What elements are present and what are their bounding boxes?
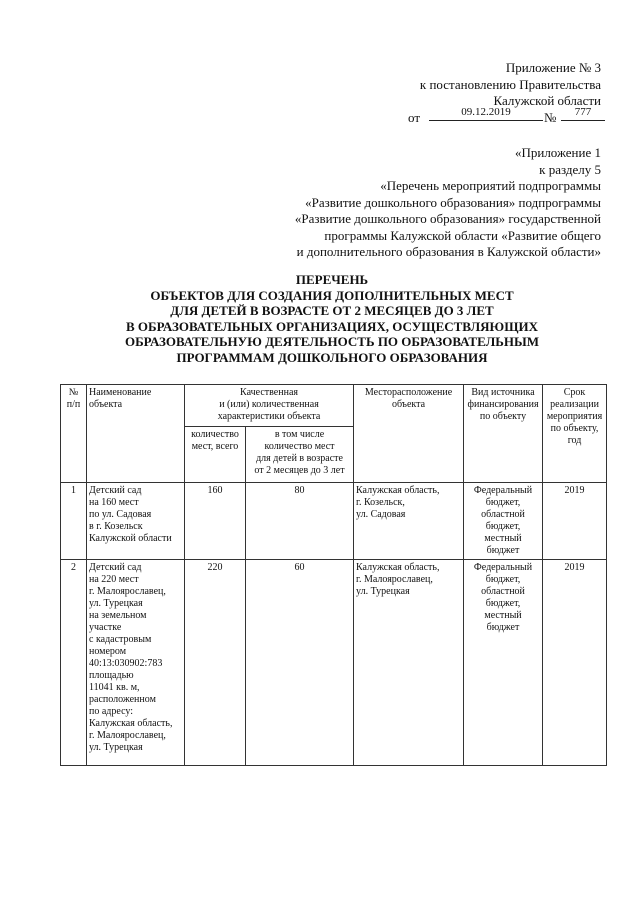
annex-line: к разделу 5 (539, 161, 601, 177)
cell-term: 2019 (543, 560, 607, 766)
appendix-number: Приложение № 3 (505, 60, 601, 75)
annex-line: «Перечень мероприятий подпрограммы (380, 178, 601, 193)
cell-funding-source: Федеральный бюджет, областной бюджет, местный бюджет (464, 560, 543, 766)
appendix-region: Калужской области (493, 93, 601, 108)
cell-funding-source: Федеральный бюджет, областной бюджет, местный бюджет (464, 483, 543, 560)
title-line: В ОБРАЗОВАТЕЛЬНЫХ ОРГАНИЗАЦИЯХ, ОСУЩЕСТВЛЯЮЩИХ (126, 318, 538, 334)
title-line: ОБЪЕКТОВ ДЛЯ СОЗДАНИЯ ДОПОЛНИТЕЛЬНЫХ МЕСТ (150, 287, 514, 303)
appendix-header (420, 60, 601, 110)
date-prefix: от (408, 110, 421, 125)
objects-table (60, 384, 607, 766)
cell-number: 1 (61, 483, 87, 560)
document-title (60, 272, 604, 365)
title-line: ДЛЯ ДЕТЕЙ В ВОЗРАСТЕ ОТ 2 МЕСЯЦЕВ ДО 3 ЛЕТ (170, 303, 494, 318)
title-line: ОБРАЗОВАТЕЛЬНУЮ ДЕЯТЕЛЬНОСТЬ ПО ОБРАЗОВАТЕЛЬНЫМ (124, 334, 540, 349)
cell-places-children: 60 (246, 560, 354, 766)
title-line: ПЕРЕЧЕНЬ (295, 272, 369, 287)
resolution-date: 09.12.2019 (429, 106, 543, 121)
cell-number: 2 (61, 560, 87, 766)
cell-name: Детский сад на 160 мест по ул. Садовая в г. Козельск Калужской области (87, 483, 185, 560)
table-row (61, 560, 607, 766)
resolution-number: 777 (561, 106, 605, 121)
col-header-places-children: в том числе количество мест для детей в возрасте от 2 месяцев до 3 лет (246, 427, 354, 483)
annex-line: «Развитие дошкольного образования» подпрограммы (305, 194, 601, 210)
cell-term: 2019 (543, 483, 607, 560)
table-header-row (61, 385, 607, 427)
col-header-characteristics: Качественная и (или) количественная характеристики объекта (185, 385, 354, 427)
cell-location: Калужская область, г. Малоярославец, ул. Турецкая (354, 560, 464, 766)
cell-places-total: 160 (185, 483, 246, 560)
col-header-places-total: количество мест, всего (185, 427, 246, 483)
title-line: ПРОГРАММАМ ДОШКОЛЬНОГО ОБРАЗОВАНИЯ (176, 349, 488, 365)
annex-line: «Развитие дошкольного образования» государственной (294, 211, 601, 226)
number-sign: № (544, 110, 557, 125)
appendix-resolution: к постановлению Правительства (419, 76, 601, 92)
annex-line: и дополнительного образования в Калужской области» (296, 244, 601, 259)
cell-location: Калужская область, г. Козельск, ул. Садовая (354, 483, 464, 560)
cell-places-total: 220 (185, 560, 246, 766)
col-header-location: Месторасположение объекта (354, 385, 464, 483)
col-header-term: Срок реализации мероприятия по объекту, год (543, 385, 607, 483)
annex-line: программы Калужской области «Развитие общего (324, 227, 601, 243)
cell-places-children: 80 (246, 483, 354, 560)
resolution-date-row (408, 106, 598, 126)
cell-name: Детский сад на 220 мест г. Малоярославец, ул. Турецкая на земельном участке с кадастровым номером 40:13:030902:783 площадью 11041 кв. м, расположенном по адресу: Калужская область, г. Малоярославец, ул. Турецкая (87, 560, 185, 766)
table-row (61, 483, 607, 560)
annex-line: «Приложение 1 (514, 145, 601, 160)
col-header-funding-source: Вид источника финансирования по объекту (464, 385, 543, 483)
col-header-name: Наименование объекта (87, 385, 185, 483)
col-header-number: № п/п (61, 385, 87, 483)
annex-reference (295, 145, 601, 261)
